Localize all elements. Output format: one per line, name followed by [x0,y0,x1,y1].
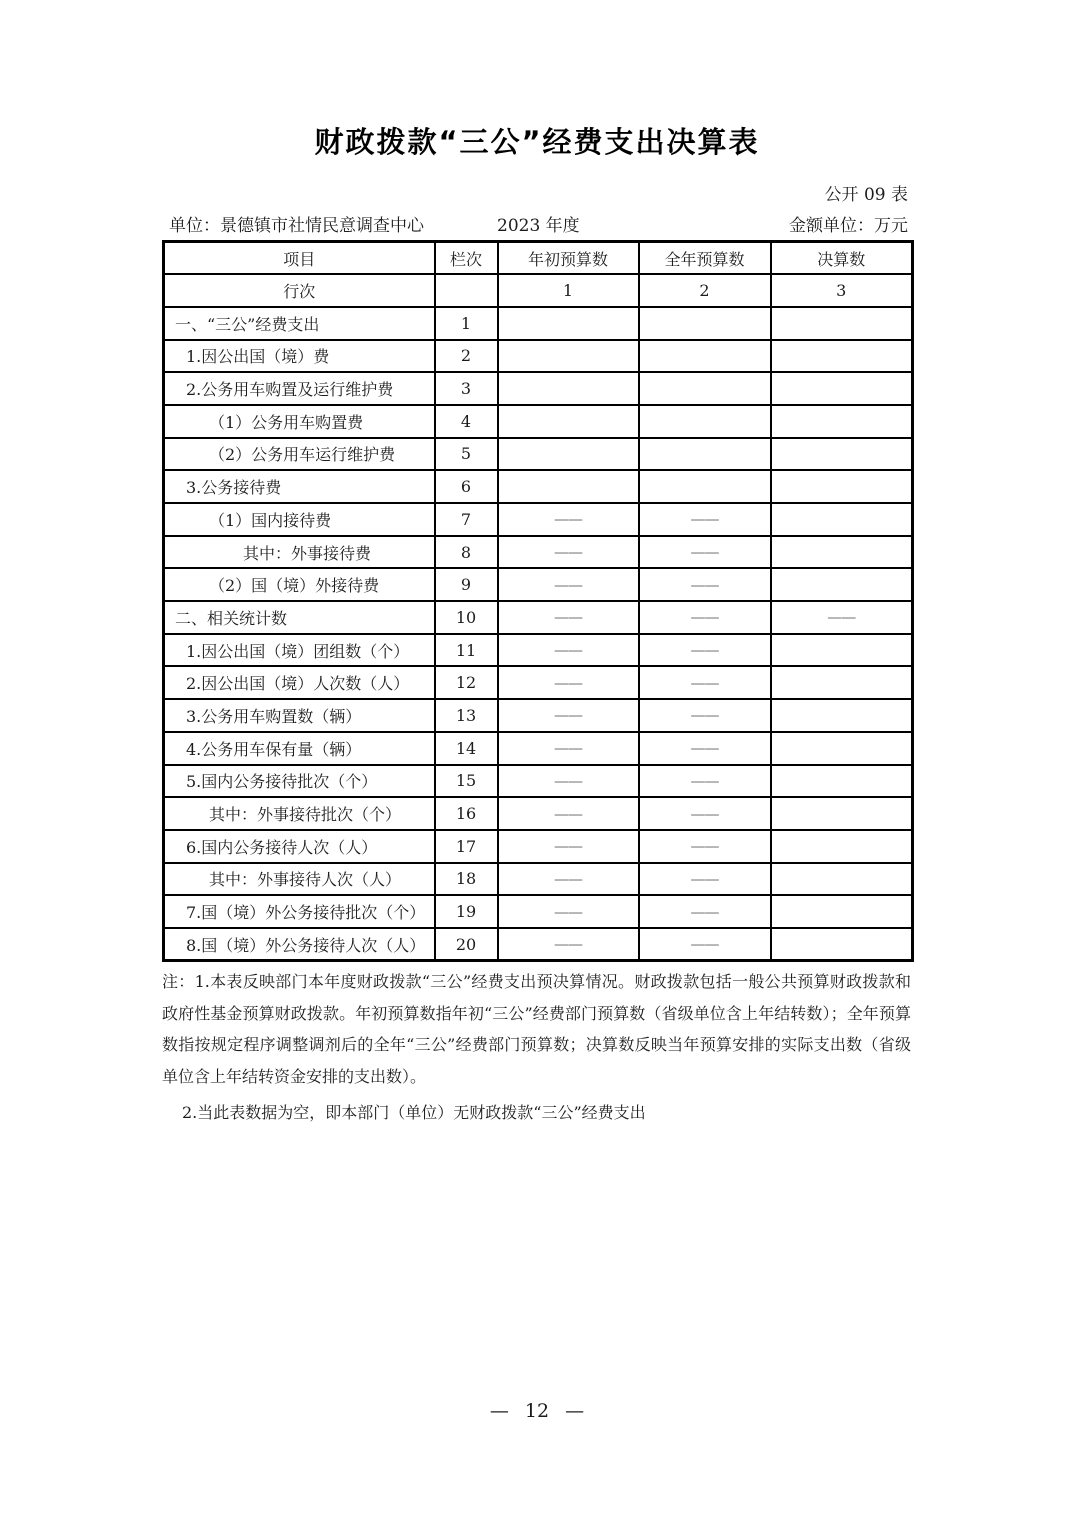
item-label: 8.国（境）外公务接待人次（人） [164,928,435,961]
row-index-label: 行次 [164,274,435,307]
line-number: 18 [435,863,498,896]
initial-budget-cell: —— [498,895,639,928]
column-header-annual-budget: 全年预算数 [639,242,771,275]
final-accounts-cell [771,765,913,798]
page-number: — 12 — [489,1400,585,1422]
table-row [164,797,913,830]
table-row [164,503,913,536]
final-accounts-cell [771,307,913,340]
table-body [164,307,913,961]
column-header-column-index: 栏次 [435,242,498,275]
initial-budget-cell: —— [498,634,639,667]
note-2: 2.当此表数据为空，即本部门（单位）无财政拨款“三公”经费支出 [182,1103,646,1122]
notes-section [162,966,911,1129]
line-number: 6 [435,470,498,503]
initial-budget-cell: —— [498,536,639,569]
line-number: 12 [435,666,498,699]
table-row [164,928,913,961]
annual-budget-cell: —— [639,765,771,798]
final-accounts-cell [771,928,913,961]
line-number: 4 [435,405,498,438]
line-number: 13 [435,699,498,732]
table-row [164,601,913,634]
final-accounts-cell [771,536,913,569]
table-row [164,372,913,405]
annual-budget-cell: —— [639,536,771,569]
column-number-1: 1 [498,274,639,307]
column-number-3: 3 [771,274,913,307]
annual-budget-cell: —— [639,503,771,536]
item-label: 其中：外事接待人次（人） [164,863,435,896]
line-number: 3 [435,372,498,405]
final-accounts-cell [771,863,913,896]
initial-budget-cell [498,340,639,373]
table-row [164,568,913,601]
item-label: 3.公务用车购置数（辆） [164,699,435,732]
final-accounts-cell [771,797,913,830]
table-row [164,765,913,798]
annual-budget-cell: —— [639,797,771,830]
initial-budget-cell: —— [498,830,639,863]
item-label: 7.国（境）外公务接待批次（个） [164,895,435,928]
table-row [164,732,913,765]
table-row [164,830,913,863]
annual-budget-cell: —— [639,732,771,765]
initial-budget-cell: —— [498,765,639,798]
line-number: 1 [435,307,498,340]
item-label: 其中：外事接待批次（个） [164,797,435,830]
table-row [164,536,913,569]
line-number: 10 [435,601,498,634]
initial-budget-cell: —— [498,928,639,961]
line-number: 5 [435,438,498,471]
item-label: （2）国（境）外接待费 [164,568,435,601]
item-label: 其中：外事接待费 [164,536,435,569]
final-accounts-cell [771,405,913,438]
fiscal-year-label: 2023 年度 [497,216,580,236]
table-row [164,438,913,471]
final-accounts-cell [771,699,913,732]
item-label: （2）公务用车运行维护费 [164,438,435,471]
column-header-final-accounts: 决算数 [771,242,913,275]
meta-line [162,211,911,237]
final-accounts-cell [771,634,913,667]
initial-budget-cell [498,307,639,340]
final-accounts-cell [771,503,913,536]
annual-budget-cell: —— [639,666,771,699]
annual-budget-cell [639,372,771,405]
line-number: 11 [435,634,498,667]
annual-budget-cell: —— [639,601,771,634]
annual-budget-cell [639,470,771,503]
line-number: 17 [435,830,498,863]
line-number: 2 [435,340,498,373]
item-label: （1）国内接待费 [164,503,435,536]
final-accounts-cell [771,372,913,405]
line-number: 15 [435,765,498,798]
annual-budget-cell: —— [639,634,771,667]
item-label: （1）公务用车购置费 [164,405,435,438]
table-row [164,666,913,699]
initial-budget-cell [498,372,639,405]
initial-budget-cell: —— [498,503,639,536]
unit-label: 单位：景德镇市社情民意调查中心 [169,216,424,236]
annual-budget-cell [639,438,771,471]
table-row [164,863,913,896]
initial-budget-cell: —— [498,797,639,830]
line-number: 19 [435,895,498,928]
initial-budget-cell [498,438,639,471]
initial-budget-cell: —— [498,568,639,601]
note-1: 注：1.本表反映部门本年度财政拨款“三公”经费支出预决算情况。财政拨款包括一般公共预算财政拨款和政府性基金预算财政拨款。年初预算数指年初“三公”经费部门预算数（省级单位含上年结转数）；全年预算数指按规定程序调整调剂后的全年“三公”经费部门预算数；决算数反映当年预算安排的实际支出数（省级单位含上年结转资金安排的支出数）。 [162,972,911,1086]
line-number: 9 [435,568,498,601]
item-label: 二、相关统计数 [164,601,435,634]
initial-budget-cell: —— [498,699,639,732]
amount-unit-label: 金额单位：万元 [789,216,908,236]
final-accounts-cell [771,830,913,863]
initial-budget-cell: —— [498,601,639,634]
initial-budget-cell [498,405,639,438]
table-row [164,699,913,732]
table-row [164,307,913,340]
page-title: 财政拨款“三公”经费支出决算表 [314,125,760,159]
item-label: 3.公务接待费 [164,470,435,503]
line-number: 7 [435,503,498,536]
final-accounts-cell [771,666,913,699]
table-subheader-row [164,274,913,307]
initial-budget-cell: —— [498,666,639,699]
column-number-2: 2 [639,274,771,307]
item-label: 4.公务用车保有量（辆） [164,732,435,765]
table-row [164,340,913,373]
line-number: 20 [435,928,498,961]
final-accounts-cell [771,470,913,503]
item-label: 2.公务用车购置及运行维护费 [164,372,435,405]
initial-budget-cell: —— [498,863,639,896]
annual-budget-cell: —— [639,928,771,961]
table-row [164,634,913,667]
line-number: 16 [435,797,498,830]
initial-budget-cell [498,470,639,503]
table-row [164,405,913,438]
line-number: 8 [435,536,498,569]
item-label: 一、“三公”经费支出 [164,307,435,340]
item-label: 6.国内公务接待人次（人） [164,830,435,863]
final-accounts-cell [771,568,913,601]
annual-budget-cell: —— [639,830,771,863]
annual-budget-cell: —— [639,863,771,896]
annual-budget-cell [639,340,771,373]
item-label: 1.因公出国（境）费 [164,340,435,373]
item-label: 5.国内公务接待批次（个） [164,765,435,798]
item-label: 2.因公出国（境）人次数（人） [164,666,435,699]
line-number: 14 [435,732,498,765]
final-accounts-cell [771,895,913,928]
table-header-row [164,242,913,275]
column-header-initial-budget: 年初预算数 [498,242,639,275]
final-accounts-cell: —— [771,601,913,634]
final-accounts-cell [771,340,913,373]
expense-table [162,240,914,962]
form-code-label: 公开 09 表 [824,185,908,205]
annual-budget-cell [639,307,771,340]
annual-budget-cell [639,405,771,438]
subheader-blank-cell [435,274,498,307]
column-header-project: 项目 [164,242,435,275]
table-row [164,895,913,928]
initial-budget-cell: —— [498,732,639,765]
annual-budget-cell: —— [639,568,771,601]
annual-budget-cell: —— [639,895,771,928]
annual-budget-cell: —— [639,699,771,732]
final-accounts-cell [771,732,913,765]
item-label: 1.因公出国（境）团组数（个） [164,634,435,667]
table-row [164,470,913,503]
final-accounts-cell [771,438,913,471]
